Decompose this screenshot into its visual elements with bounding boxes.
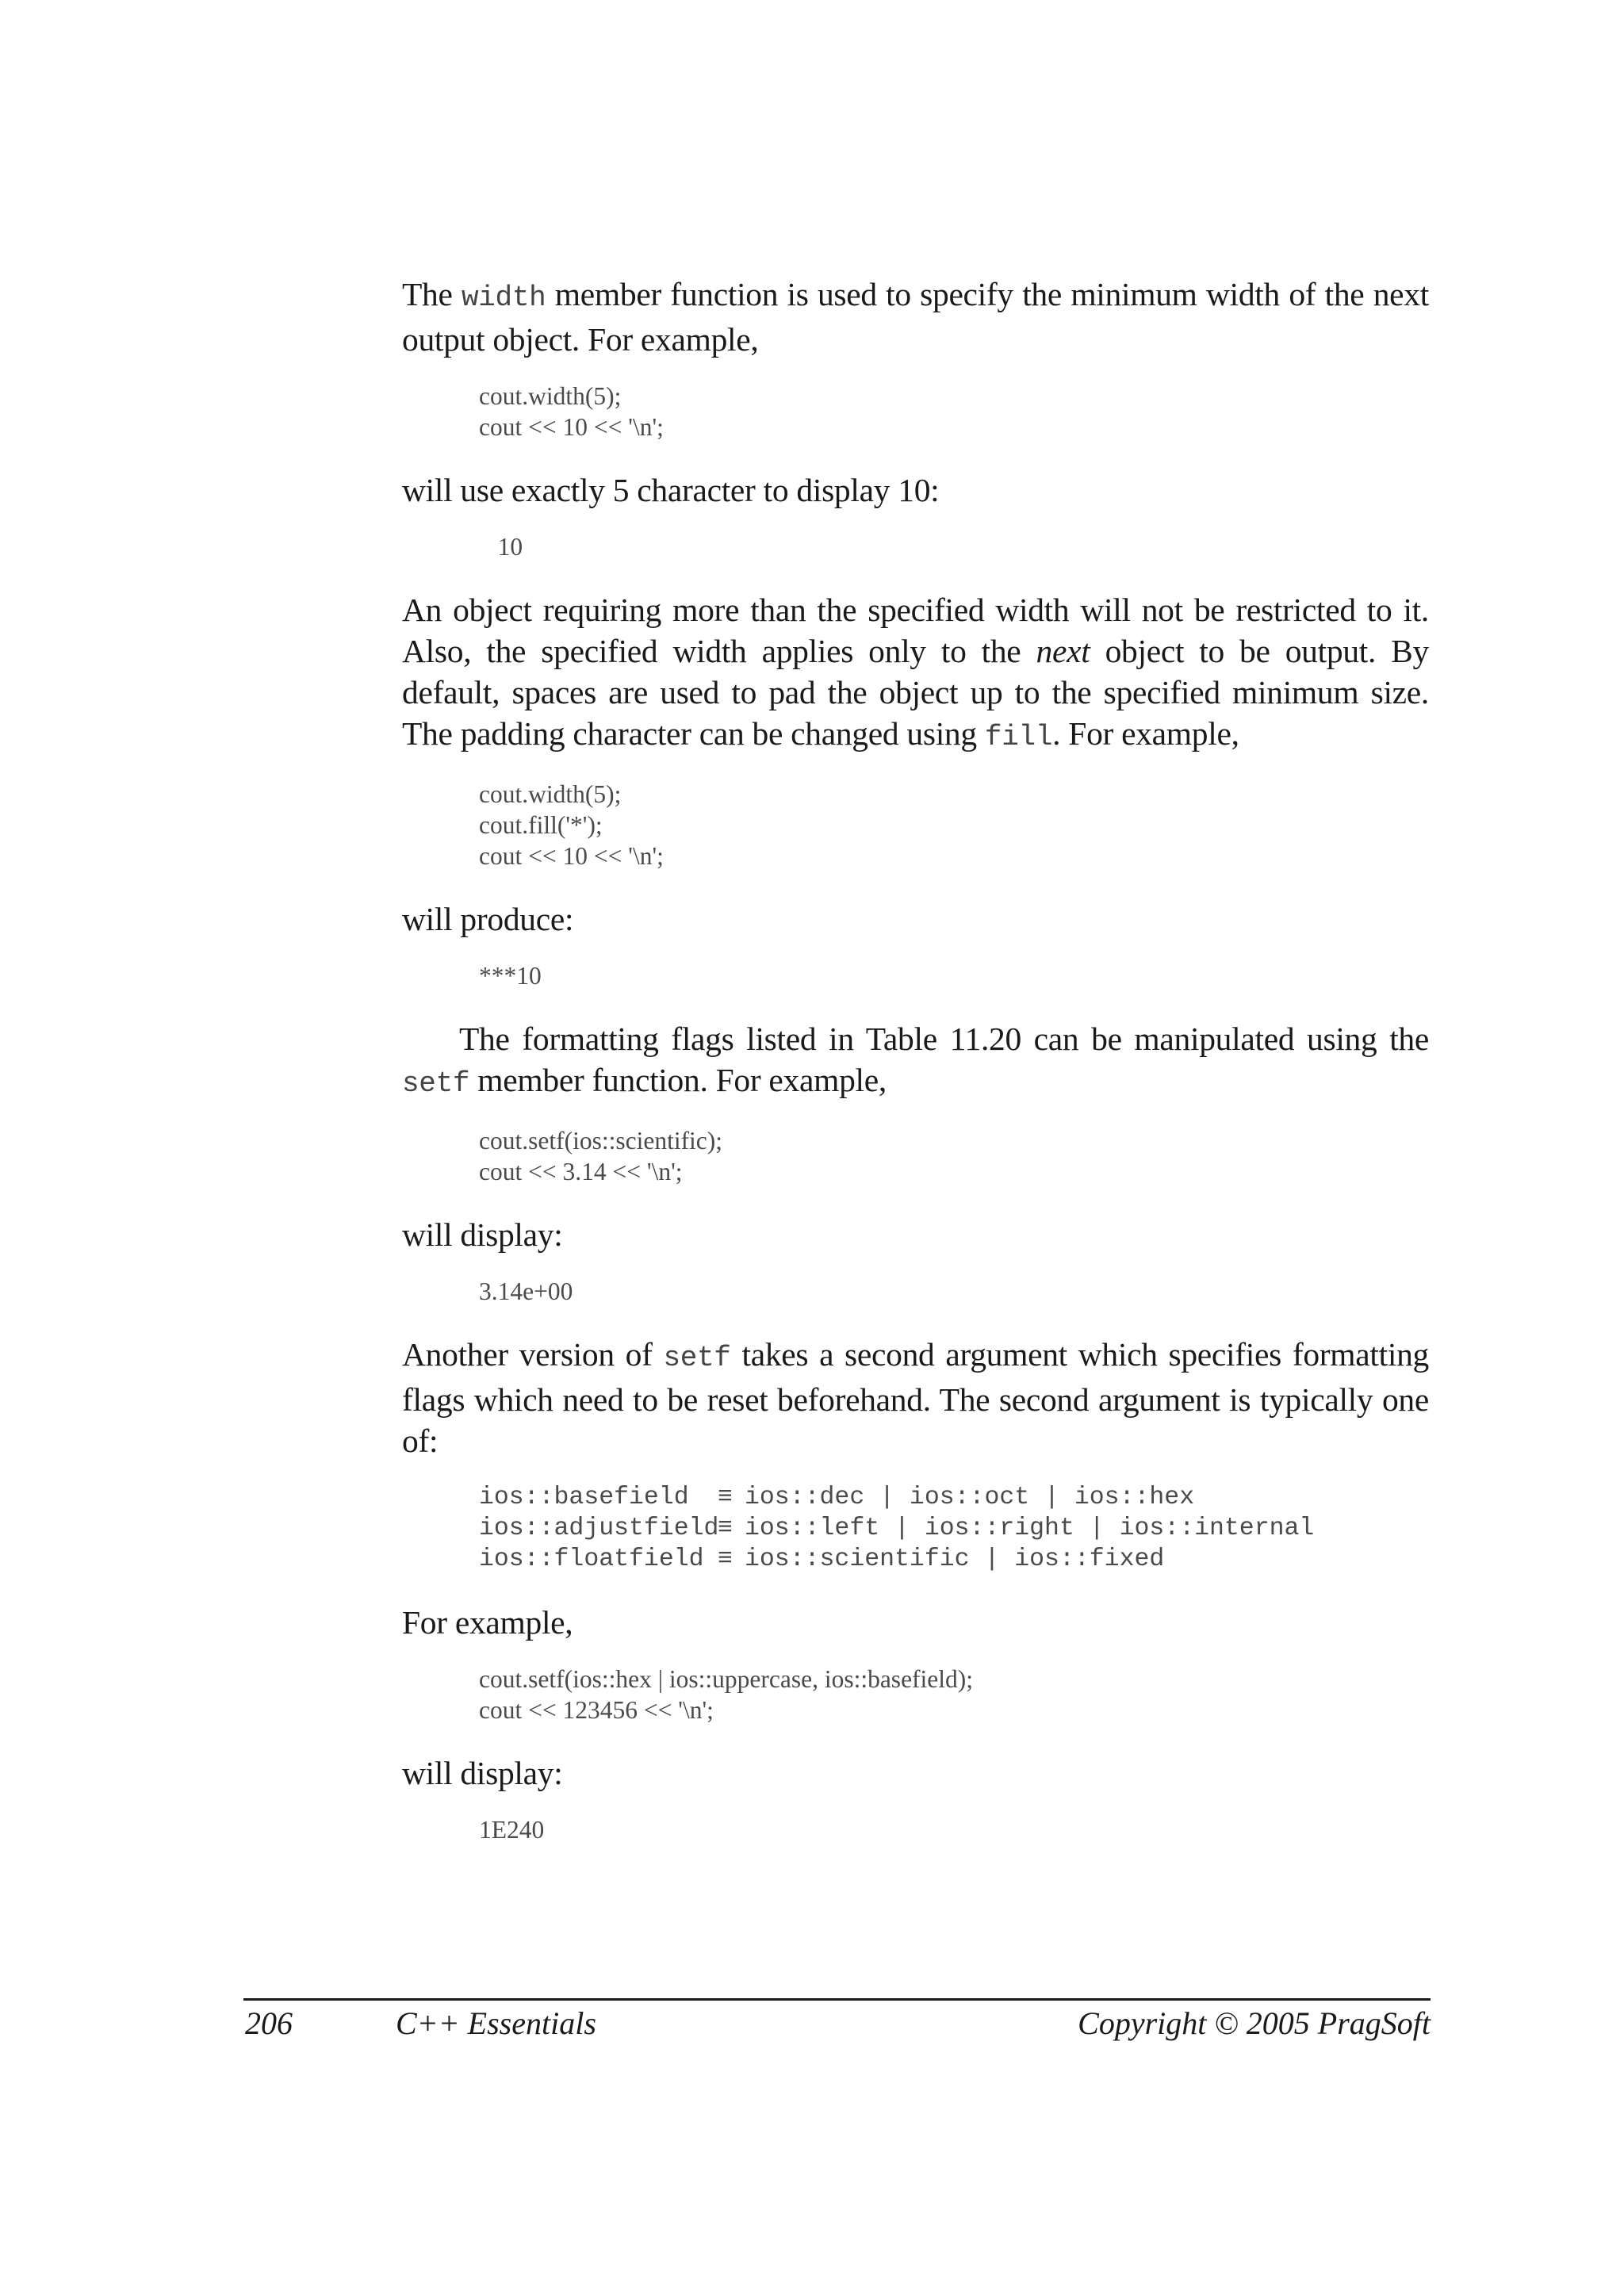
inline-code: width: [461, 281, 546, 314]
code-line: cout.setf(ios::scientific);: [479, 1127, 723, 1155]
code-line: cout.fill('*');: [479, 811, 603, 839]
paragraph-setf-second-arg: [402, 1334, 1429, 1461]
paragraph-setf: [402, 1018, 1429, 1105]
code-line: cout.width(5);: [479, 780, 622, 808]
ios-flag-row: [479, 1482, 1429, 1513]
code-block-hex: [402, 1664, 1429, 1725]
code-line: cout << 10 << '\n';: [479, 413, 664, 441]
code-block-setf: [402, 1125, 1429, 1187]
text: object to be output. By default, spaces are used to pad the object up to the specified minimum size. The padding character can be changed using: [402, 633, 1430, 752]
text: member function is used to specify the minimum width of the next output object. For example,: [402, 276, 1429, 358]
code-block-fill: [402, 779, 1429, 871]
output-line: ***10: [479, 962, 542, 990]
paragraph-for-example: For example,: [402, 1604, 573, 1641]
paragraph-fill: [402, 589, 1429, 758]
book-title: C++ Essentials: [396, 2005, 596, 2041]
page-number: 206: [245, 2005, 293, 2041]
code-line: cout.width(5);: [479, 382, 622, 410]
paragraph-hex-result: will display:: [402, 1755, 563, 1791]
text: takes a second argument which specifies formatting flags which need to be reset beforehand. The second argument is typically one of:: [402, 1336, 1429, 1459]
paragraph-width-result: will use exactly 5 character to display 10:: [402, 472, 940, 508]
flag-value: ios::dec | ios::oct | ios::hex: [745, 1484, 1195, 1511]
text: Another version of: [402, 1336, 664, 1373]
paragraph-width-intro: [402, 274, 1429, 360]
code-block-width: [402, 381, 1429, 442]
code-line: cout << 10 << '\n';: [479, 842, 664, 870]
flag-name: ios::floatfield: [479, 1545, 704, 1573]
code-line: cout << 3.14 << '\n';: [479, 1158, 683, 1185]
page-body: [402, 274, 1429, 1845]
flag-name: ios::adjustfield: [479, 1515, 719, 1542]
paragraph-setf-result: will display:: [402, 1216, 563, 1253]
ios-flag-table: [402, 1482, 1429, 1575]
text: The: [402, 276, 462, 312]
paragraph-fill-result: will produce:: [402, 901, 574, 937]
code-line: cout.setf(ios::hex | ios::uppercase, ios::basefield);: [479, 1665, 974, 1693]
text: member function. For example,: [469, 1062, 887, 1098]
flag-value: ios::scientific | ios::fixed: [745, 1545, 1165, 1573]
flag-value: ios::left | ios::right | ios::internal: [745, 1515, 1315, 1542]
text: The formatting flags listed in Table 11.20 can be manipulated using the: [459, 1021, 1429, 1057]
flag-name: ios::basefield: [479, 1484, 689, 1511]
code-line: cout << 123456 << '\n';: [479, 1696, 714, 1724]
ios-flag-row: [479, 1544, 1429, 1575]
footer-rule: [243, 1998, 1431, 2001]
equivalence-symbol: ≡: [718, 1545, 733, 1573]
inline-code: setf: [402, 1067, 470, 1100]
output-setf: [402, 1276, 1429, 1307]
output-line: 1E240: [479, 1816, 545, 1844]
output-width: [402, 531, 1429, 562]
equivalence-symbol: ≡: [718, 1515, 733, 1542]
output-hex: [402, 1814, 1429, 1845]
inline-code: setf: [663, 1342, 731, 1374]
output-line: 3.14e+00: [479, 1277, 573, 1305]
text: An object requiring more than the specified width will not be restricted to it. Also, the specified width applies only to the: [402, 592, 1429, 669]
ios-flag-row: [479, 1513, 1429, 1544]
copyright: Copyright © 2005 PragSoft: [1078, 2005, 1431, 2041]
text: . For example,: [1052, 715, 1239, 752]
inline-code: fill: [984, 721, 1053, 753]
equivalence-symbol: ≡: [718, 1484, 733, 1511]
output-line: 10: [479, 533, 523, 561]
emphasis: next: [1036, 633, 1090, 669]
output-fill: [402, 960, 1429, 991]
